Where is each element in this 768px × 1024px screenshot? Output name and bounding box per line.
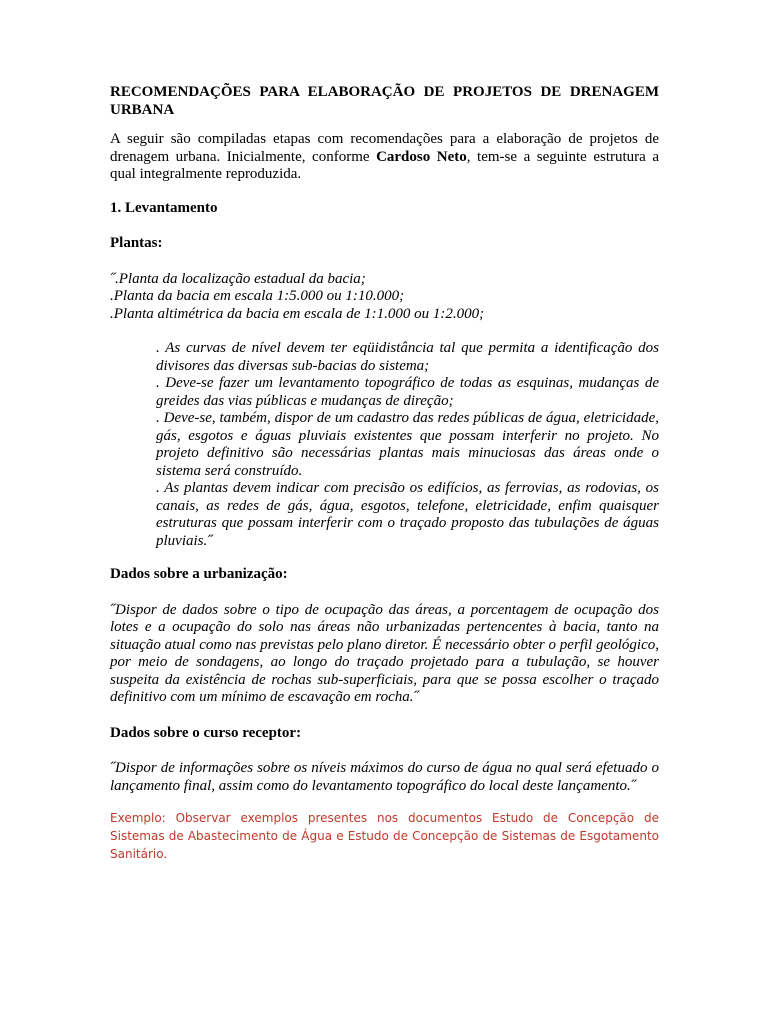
heading-urbanizacao: Dados sobre a urbanização: xyxy=(110,566,288,582)
plantas-list xyxy=(110,271,659,324)
plantas-line: .Planta altimétrica da bacia em escala de 1:1.000 ou 1:2.000; xyxy=(110,305,485,322)
recommendation-item: . As curvas de nível devem ter eqüidistância tal que permita a identificação dos divisores das diversas sub-bacias do sistema; xyxy=(156,340,659,374)
plantas-line: ˝.Planta da localização estadual da bacia; xyxy=(110,270,366,287)
intro-paragraph xyxy=(110,131,659,184)
recommendation-item: . Deve-se, também, dispor de um cadastro das redes públicas de água, eletricidade, gás, esgotos e águas pluviais existentes que possam interferir no projeto. No projeto definitivo são necessárias plantas mais minuciosas das áreas onde o sistema será construído. xyxy=(156,410,659,479)
plantas-recommendations xyxy=(156,340,659,550)
recommendation-item: . Deve-se fazer um levantamento topográfico de todas as esquinas, mudanças de greides das vias públicas e mudanças de direção; xyxy=(156,375,659,409)
document-title: RECOMENDAÇÕES PARA ELABORAÇÃO DE PROJETOS DE DRENAGEM URBANA xyxy=(110,84,659,118)
heading-plantas: Plantas: xyxy=(110,235,163,251)
intro-text-after: , tem-se a seguinte estrutura a qual integralmente reproduzida. xyxy=(110,148,659,182)
section-heading-levantamento: 1. Levantamento xyxy=(110,199,218,216)
plantas-line: .Planta da bacia em escala 1:5.000 ou 1:10.000; xyxy=(110,288,405,304)
urbanizacao-paragraph: ˝Dispor de dados sobre o tipo de ocupação das áreas, a porcentagem de ocupação dos lotes e a ocupação do solo nas áreas não urbanizadas pertencentes à bacia, tanto na situação atual como nas previstas pelo plano diretor. É necessário obter o perfil geológico, por meio de sondagens, ao longo do traçado projetado para a tubulação, se houver suspeita da existência de rochas sub-superficiais, para que se possa escolher o traçado definitivo com um mínimo de escavação em rocha.˝ xyxy=(110,601,659,705)
intro-text-before: A seguir são compiladas etapas com recomendações para a elaboração de projetos de drenagem urbana. Inicialmente, conforme xyxy=(110,131,659,165)
recommendation-item: . As plantas devem indicar com precisão os edifícios, as ferrovias, as rodovias, os canais, as redes de gás, água, esgotos, telefone, eletricidade, enfim quaisquer estruturas que possam interferir com o traçado proposto das tubulações de águas pluviais.˝ xyxy=(156,480,659,549)
heading-curso-receptor: Dados sobre o curso receptor: xyxy=(110,724,302,741)
curso-receptor-paragraph: ˝Dispor de informações sobre os níveis máximos do curso de água no qual será efetuado o lançamento final, assim como do levantamento topográfico do local deste lançamento.˝ xyxy=(110,760,659,794)
example-note: Exemplo: Observar exemplos presentes nos documentos Estudo de Concepção de Sistemas de Abastecimento de Água e Estudo de Concepção de Sistemas de Esgotamento Sanitário. xyxy=(110,811,659,861)
intro-author: Cardoso Neto xyxy=(376,148,467,165)
document-body xyxy=(110,84,659,863)
